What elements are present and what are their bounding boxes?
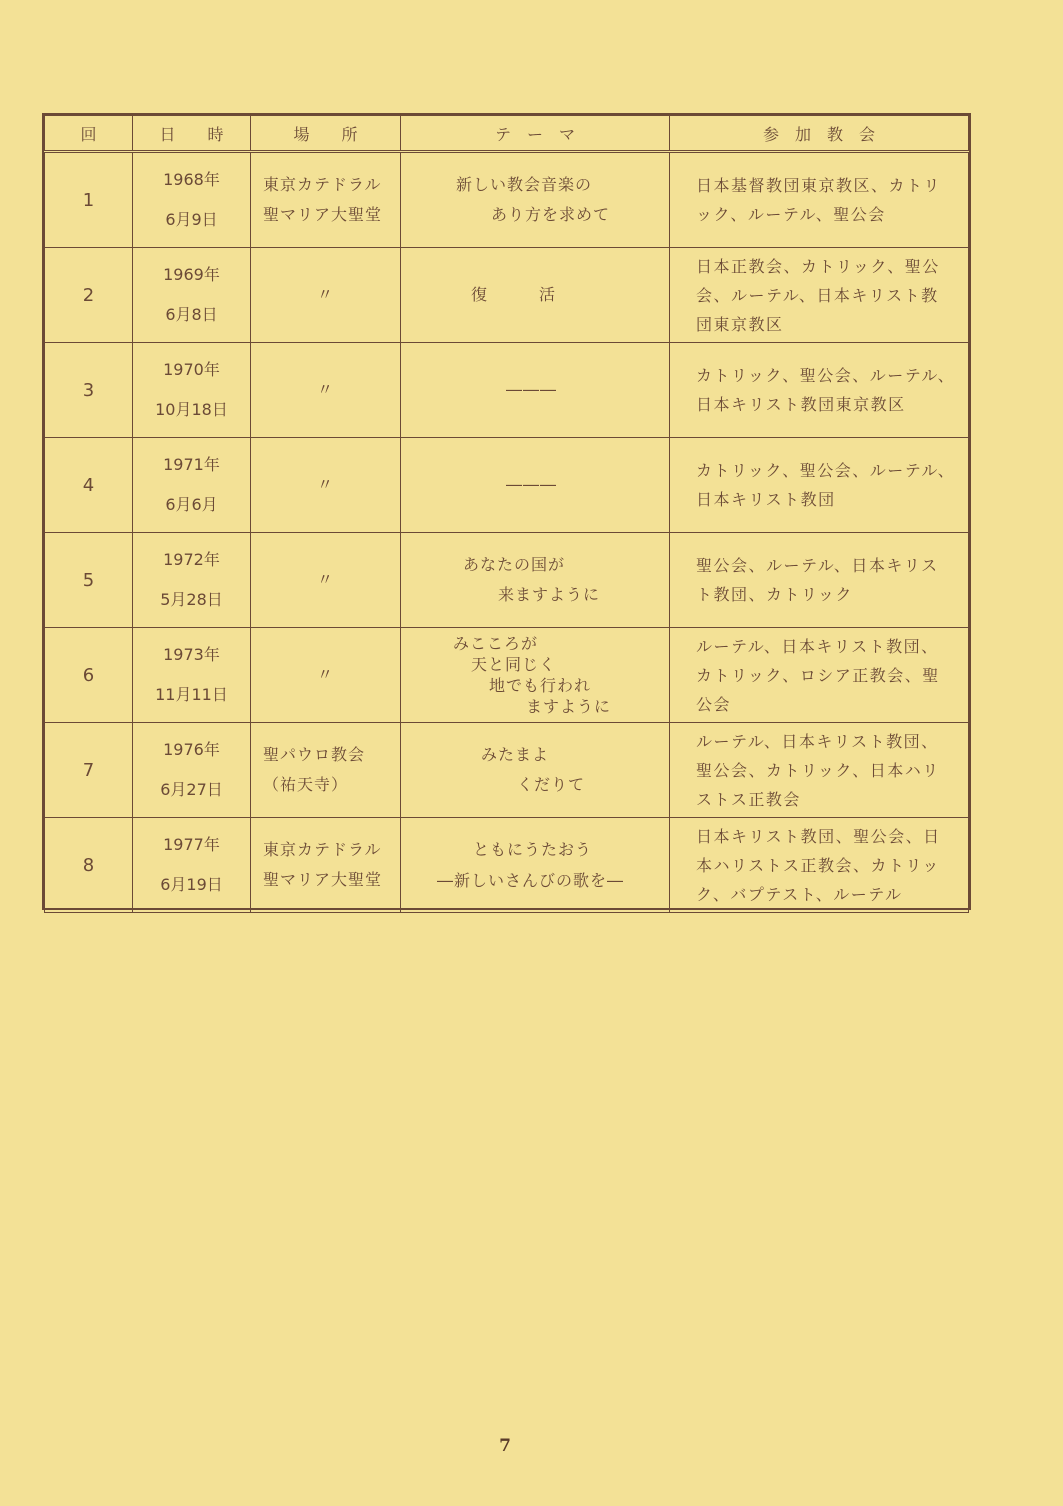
churches-cell: [670, 152, 969, 248]
page-number: 7: [499, 1436, 511, 1456]
place-cell: [251, 248, 401, 343]
concert-history-table-frame: [42, 113, 971, 910]
place-line: 〃: [316, 475, 334, 494]
row-number: 5: [45, 533, 133, 628]
churches-line: 聖公会、カトリック、日本ハリ: [696, 760, 940, 780]
churches-line: カトリック、聖公会、ルーテル、: [696, 461, 956, 480]
date-cell: [133, 723, 251, 818]
place-line: 〃: [316, 570, 334, 589]
date-day: 10月18日: [155, 400, 228, 419]
table-row: [45, 533, 969, 628]
place-cell: [251, 628, 401, 723]
churches-line: ルーテル、日本キリスト教団、: [696, 731, 939, 751]
place-cell: [251, 723, 401, 818]
churches-line: 本ハリストス正教会、カトリッ: [696, 855, 940, 875]
theme-line: あり方を求めて: [491, 205, 611, 224]
date-day: 6月8日: [165, 305, 218, 324]
table-header-row: [45, 116, 969, 152]
theme-line: ―――: [506, 380, 557, 399]
place-line: 東京カテドラル: [263, 840, 382, 859]
churches-line: ルーテル、日本キリスト教団、: [696, 636, 939, 656]
place-line: （祐天寺）: [263, 775, 349, 794]
theme-line: 新しい教会音楽の: [456, 175, 593, 194]
date-year: 1968年: [163, 170, 220, 189]
churches-cell: [670, 438, 969, 533]
churches-line: 日本キリスト教団: [696, 490, 836, 509]
churches-cell: [670, 248, 969, 343]
churches-line: 日本基督教団東京教区、カトリ: [696, 176, 942, 195]
theme-line: ともにうたおう: [473, 840, 593, 859]
churches-line: 団東京教区: [696, 314, 784, 334]
date-year: 1973年: [163, 645, 220, 664]
theme-cell: [401, 628, 670, 723]
theme-cell: [401, 533, 670, 628]
theme-line: 地でも行われ: [489, 676, 592, 695]
churches-line: 聖公会、ルーテル、日本キリス: [696, 556, 939, 575]
churches-line: ック、ルーテル、聖公会: [696, 205, 886, 224]
churches-cell: [670, 533, 969, 628]
theme-line: 来ますように: [498, 585, 601, 604]
table-row: [45, 818, 969, 913]
row-number: 4: [45, 438, 133, 533]
theme-line: ―――: [506, 475, 557, 494]
date-cell: [133, 533, 251, 628]
theme-cell: [401, 438, 670, 533]
place-cell: [251, 152, 401, 248]
row-number: 8: [45, 818, 133, 913]
place-line: 聖パウロ教会: [263, 745, 366, 764]
place-line: 〃: [316, 380, 334, 399]
table-row: [45, 152, 969, 248]
date-cell: [133, 343, 251, 438]
place-cell: [251, 533, 401, 628]
theme-line: みたまよ: [481, 745, 550, 764]
theme-line: みこころが: [453, 634, 539, 653]
row-number: 2: [45, 248, 133, 343]
place-cell: [251, 818, 401, 913]
header-theme: テ ー マ: [401, 116, 670, 152]
place-line: 〃: [316, 665, 334, 684]
date-cell: [133, 152, 251, 248]
row-number: 3: [45, 343, 133, 438]
churches-line: カトリック、聖公会、ルーテル、: [696, 366, 956, 385]
date-day: 5月28日: [160, 590, 223, 609]
date-year: 1971年: [163, 455, 220, 474]
date-year: 1972年: [163, 550, 220, 569]
row-number: 1: [45, 152, 133, 248]
table-row: [45, 628, 969, 723]
place-line: 聖マリア大聖堂: [263, 205, 383, 224]
place-line: 〃: [316, 285, 334, 304]
date-day: 11月11日: [155, 685, 228, 704]
churches-line: ト教団、カトリック: [696, 585, 853, 604]
date-day: 6月9日: [165, 210, 218, 229]
date-cell: [133, 438, 251, 533]
theme-cell: [401, 343, 670, 438]
table-row: [45, 343, 969, 438]
place-cell: [251, 438, 401, 533]
place-cell: [251, 343, 401, 438]
theme-line: ―新しいさんびの歌を―: [437, 871, 625, 890]
date-cell: [133, 818, 251, 913]
churches-line: ク、バプテスト、ルーテル: [696, 884, 903, 904]
date-year: 1976年: [163, 740, 220, 759]
row-number: 6: [45, 628, 133, 723]
churches-cell: [670, 723, 969, 818]
date-cell: [133, 248, 251, 343]
theme-cell: [401, 723, 670, 818]
churches-line: 日本正教会、カトリック、聖公: [696, 256, 940, 276]
place-line: 東京カテドラル: [263, 175, 382, 194]
table-row: [45, 248, 969, 343]
theme-line: 復 活: [471, 285, 557, 304]
header-no: 回: [45, 116, 133, 152]
theme-line: ますように: [526, 697, 612, 716]
theme-line: くだりて: [517, 775, 586, 794]
date-cell: [133, 628, 251, 723]
theme-line: 天と同じく: [471, 655, 557, 674]
header-churches: 参 加 教 会: [670, 116, 969, 152]
date-day: 6月6月: [165, 495, 218, 514]
table-row: [45, 723, 969, 818]
churches-line: 会、ルーテル、日本キリスト教: [696, 285, 939, 305]
churches-line: 日本キリスト教団、聖公会、日: [696, 826, 941, 846]
churches-line: 公会: [696, 694, 732, 714]
date-year: 1977年: [163, 835, 220, 854]
churches-line: カトリック、ロシア正教会、聖: [696, 665, 940, 685]
date-day: 6月27日: [160, 780, 223, 799]
theme-cell: [401, 248, 670, 343]
table-body: [45, 152, 969, 913]
concert-history-table: [44, 115, 969, 913]
churches-line: ストス正教会: [696, 789, 801, 809]
theme-cell: [401, 152, 670, 248]
theme-line: あなたの国が: [463, 555, 566, 574]
churches-cell: [670, 343, 969, 438]
date-day: 6月19日: [160, 875, 223, 894]
place-line: 聖マリア大聖堂: [263, 870, 383, 889]
churches-line: 日本キリスト教団東京教区: [696, 395, 906, 414]
theme-cell: [401, 818, 670, 913]
churches-cell: [670, 628, 969, 723]
table-row: [45, 438, 969, 533]
churches-cell: [670, 818, 969, 913]
row-number: 7: [45, 723, 133, 818]
header-place: 場 所: [251, 116, 401, 152]
header-date: 日 時: [133, 116, 251, 152]
date-year: 1969年: [163, 265, 220, 284]
date-year: 1970年: [163, 360, 220, 379]
